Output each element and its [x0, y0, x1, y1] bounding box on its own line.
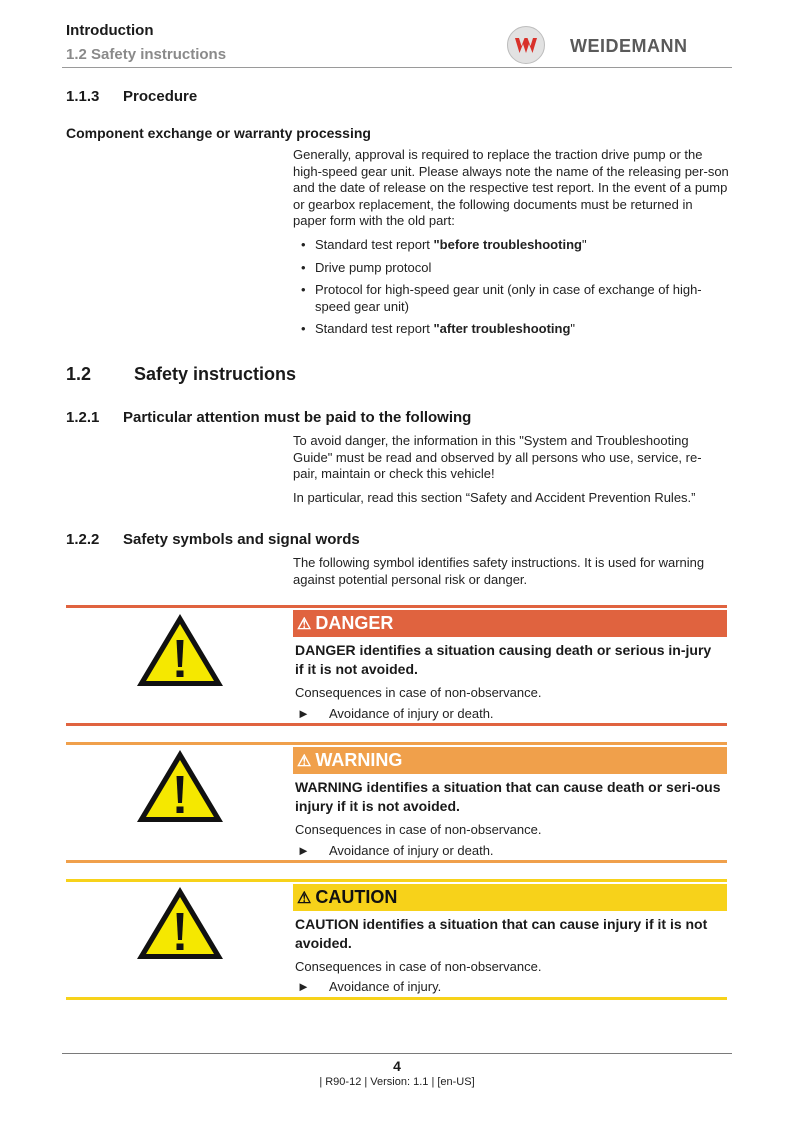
section-number: 1.1.3 — [66, 88, 100, 105]
section-heading-1-2 — [66, 364, 296, 385]
caution-bottom-rule — [66, 997, 727, 1000]
danger-alert-icon: ⚠ — [297, 616, 312, 633]
caution-description: CAUTION identifies a situation that can cause injury if it is not avoided. — [295, 916, 708, 951]
attention-paragraph: To avoid danger, the information in this "System and Troubleshooting Guide" must be read and observed by all persons who use, service, re-pair, maintain or check this vehicle! — [293, 433, 702, 481]
danger-bottom-rule — [66, 723, 727, 726]
caution-action-item: ► Avoidance of injury. — [297, 979, 442, 994]
section-heading-1-2-2 — [66, 531, 360, 548]
list-item: • Drive pump protocol — [301, 259, 432, 275]
section-number: 1.2.2 — [66, 531, 100, 548]
caution-signal-word: CAUTION — [315, 887, 398, 907]
warning-bottom-rule — [66, 860, 727, 863]
warning-top-rule — [66, 742, 727, 745]
section-heading-1-1-3 — [66, 88, 197, 105]
section-title: Particular attention must be paid to the following — [123, 409, 472, 426]
caution-consequence: Consequences in case of non-observance. — [295, 959, 542, 974]
section-number: 1.2 — [66, 364, 92, 384]
caution-signal-banner — [293, 884, 727, 911]
page-number: 4 — [393, 1058, 401, 1074]
warning-triangle-icon — [134, 747, 226, 830]
component-exchange-paragraph: Generally, approval is required to replace the traction drive pump or the high-speed gear unit. Please always note the name of the releasing per-son and the date of release on the respective test report. In the event of a pump or gearbox replacement, the following documents must be returned in paper form with the old part: — [293, 147, 729, 228]
weidemann-logo-text: WEIDEMANN — [570, 36, 688, 56]
weidemann-logo-icon — [507, 26, 545, 64]
arrow-bullet-icon: ► — [297, 706, 310, 721]
read-section-paragraph: In particular, read this section “Safety and Accident Prevention Rules.” — [293, 490, 696, 505]
danger-description: DANGER identifies a situation causing death or serious in-jury if it is not avoided. — [295, 642, 712, 677]
section-title: Safety instructions — [134, 364, 297, 384]
warning-consequence: Consequences in case of non-observance. — [295, 822, 542, 837]
arrow-bullet-icon: ► — [297, 979, 310, 994]
section-title: Procedure — [123, 88, 198, 105]
section-heading-1-2-1 — [66, 409, 471, 426]
danger-warning-triangle-icon — [134, 611, 226, 694]
warning-signal-word: WARNING — [315, 750, 403, 770]
danger-signal-word: DANGER — [315, 613, 394, 633]
symbols-paragraph: The following symbol identifies safety instructions. It is used for warning against potential personal risk or danger. — [293, 555, 705, 587]
header-section-title: Introduction — [66, 22, 154, 39]
arrow-bullet-icon: ► — [297, 843, 310, 858]
warning-action-item: ► Avoidance of injury or death. — [297, 843, 494, 858]
component-exchange-subheading: Component exchange or warranty processing — [66, 125, 371, 141]
list-item: • Standard test report "before troubleshooting" — [301, 237, 587, 252]
footer-divider — [62, 1053, 732, 1054]
warning-alert-icon: ⚠ — [297, 753, 312, 770]
header-divider — [62, 67, 732, 68]
danger-top-rule — [66, 605, 727, 608]
danger-action-item: ► Avoidance of injury or death. — [297, 706, 494, 721]
caution-alert-icon: ⚠ — [297, 890, 312, 907]
documents-list — [293, 237, 723, 344]
list-item: • Protocol for high-speed gear unit (only in case of exchange of high-speed gear unit) — [301, 282, 702, 314]
warning-description: WARNING identifies a situation that can cause death or seri-ous injury if it is not avoided. — [295, 779, 721, 814]
header-subsection-title: 1.2 Safety instructions — [66, 46, 227, 63]
list-item: • Standard test report "after troubleshooting" — [301, 321, 576, 336]
document-version: | R90-12 | Version: 1.1 | [en-US] — [319, 1076, 475, 1088]
section-title: Safety symbols and signal words — [123, 531, 360, 548]
caution-triangle-icon — [134, 884, 226, 967]
danger-signal-banner — [293, 610, 727, 637]
caution-top-rule — [66, 879, 727, 882]
danger-consequence: Consequences in case of non-observance. — [295, 685, 542, 700]
warning-signal-banner — [293, 747, 727, 774]
section-number: 1.2.1 — [66, 409, 100, 426]
